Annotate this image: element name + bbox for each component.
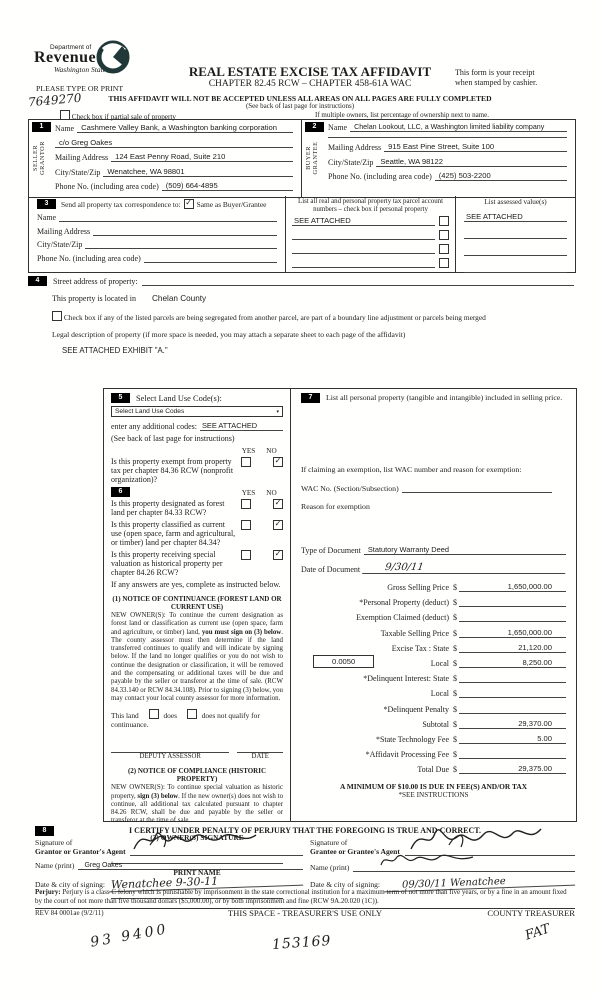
row-gross-value[interactable]: 1,650,000.00 <box>459 582 566 592</box>
stamp-handwritten-right: FAT <box>523 921 552 944</box>
parcel-personal-checkbox-1[interactable] <box>439 216 449 226</box>
buyer-blank-line[interactable] <box>328 137 567 138</box>
form-subtitle: CHAPTER 82.45 RCW – CHAPTER 458-61A WAC <box>208 79 412 89</box>
q-forest-yes-checkbox[interactable] <box>241 499 251 509</box>
doc-type-label: Type of Document <box>301 546 361 555</box>
row-personal-label: *Personal Property (deduct) <box>359 598 449 608</box>
receipt-note: This form is your receipt when stamped by cashier. <box>455 68 538 87</box>
same-as-buyer-checkbox[interactable]: ✓ <box>185 198 192 207</box>
section7-column <box>291 389 576 821</box>
if-yes-note: If any answers are yes, complete as instructed below. <box>111 580 281 589</box>
buyer-mailing-value[interactable]: 915 East Pine Street, Suite 100 <box>384 142 567 152</box>
reason-exemption-label: Reason for exemption <box>301 502 370 511</box>
buyer-mailing-label: Mailing Address <box>328 143 382 152</box>
corr-mailing-label: Mailing Address <box>37 226 91 236</box>
dollar-sign: $ <box>453 598 457 608</box>
row-tech-fee-value[interactable]: 5.00 <box>459 734 566 744</box>
corr-name-field[interactable] <box>59 221 277 222</box>
section3-number: 3 <box>37 199 56 209</box>
row-local-label: Local <box>430 658 449 668</box>
corr-phone-label: Phone No. (including area code) <box>37 253 141 263</box>
corr-name-label: Name <box>37 213 57 222</box>
print-name-heading: PRINT NAME <box>173 867 221 877</box>
row-delinq-int-state-value[interactable] <box>459 673 566 683</box>
land-use-dropdown[interactable] <box>111 406 283 417</box>
handwritten-receipt-number: 7649270 <box>27 90 82 110</box>
does-label: does <box>163 711 177 721</box>
parcel-field-2[interactable] <box>292 230 435 240</box>
grantee-date-city-label: Date & city of signing: <box>310 880 381 889</box>
parcel-personal-checkbox-4[interactable] <box>439 258 449 268</box>
partial-sale-label: Check box if partial sale of property <box>71 113 176 121</box>
grantor-name-print-label: Name (print) <box>35 861 75 870</box>
dollar-sign: $ <box>453 658 457 668</box>
corr-phone-field[interactable] <box>144 262 277 263</box>
dollar-sign: $ <box>453 628 457 638</box>
doc-date-label: Date of Document <box>301 565 361 574</box>
wac-label: WAC No. (Section/Subsection) <box>301 484 399 493</box>
wac-field[interactable] <box>402 483 552 493</box>
seller-mailing-label: Mailing Address <box>55 153 109 162</box>
row-gross-label: Gross Selling Price <box>387 583 449 592</box>
row-exemption-value[interactable] <box>459 612 566 622</box>
row-excise-state-label: Excise Tax : State <box>391 643 449 653</box>
land-use-title: Select Land Use Code(s): <box>136 393 222 403</box>
parcel-value-1[interactable]: SEE ATTACHED <box>292 216 435 226</box>
logo-revenue: Revenue <box>34 49 97 66</box>
section3-box <box>28 196 576 273</box>
q-historic-no-checkbox[interactable]: ✓ <box>274 549 282 558</box>
stamp-handwritten-center: 153169 <box>271 932 332 954</box>
corr-city-label: City/State/Zip <box>37 240 83 249</box>
grantor-sig-of: Signature of <box>35 838 73 847</box>
located-label: This property is located in <box>52 294 136 303</box>
segregated-label: Check box if any of the listed parcels are being segregated from another parcel, are part of a boundary line adjustment or parcels being merged <box>63 313 486 322</box>
q-forest-text: Is this property designated as forest land per chapter 84.33 RCW? <box>111 499 225 517</box>
no-header-2: NO <box>266 489 277 497</box>
street-address-label: Street address of property: <box>53 277 138 286</box>
row-subtotal-value[interactable]: 29,370.00 <box>459 719 566 729</box>
grantee-date-city-handwritten[interactable]: 09/30/11 Wenatchee <box>384 874 575 893</box>
grantee-sig-of: Signature of <box>310 838 348 847</box>
row-total-due-value[interactable]: 29,375.00 <box>459 764 566 774</box>
local-rate-box[interactable]: 0.0050 <box>313 655 374 668</box>
q-exempt-yes-checkbox[interactable] <box>241 457 251 467</box>
does-not-label: does not qualify for continuance. <box>111 711 260 730</box>
buyer-phone-label: Phone No. (including area code) <box>328 172 432 181</box>
parcel-field-3[interactable] <box>292 244 435 254</box>
doc-date-handwritten[interactable]: 9/30/11 <box>362 562 567 574</box>
row-delinq-int-local-label: Local <box>430 689 449 699</box>
grantee-name-print-label: Name (print) <box>310 863 350 872</box>
grantee-signing-block <box>310 838 575 889</box>
notice1-body: NEW OWNER(S): To continue the current designation as forest land or classification as current use (open space, farm and agriculture, or timber) land, you must sign on (3) below. The county assessor must then determine if the land transferred continues to qualify and will indicate by signing below. If the land no longer qualifies or you do not wish to continue the designation or classification, it will be removed and the compensating or additional taxes will be due and payable by the seller or transferor at the time of sale. (RCW 84.33.140 or RCW 84.34.108). Prior to signing (3) below, you may contact your local county assessor for more information. <box>111 612 284 702</box>
treasurer-use-only: THIS SPACE - TREASURER'S USE ONLY <box>227 908 383 918</box>
does-not-checkbox[interactable] <box>187 709 197 719</box>
seller-name-value[interactable]: Cashmere Valley Bank, a Washington banking corporation <box>77 123 293 133</box>
see-back-note: (See back of last page for instructions) <box>245 102 355 110</box>
legal-description-label: Legal description of property (if more space is needed, you may attach a separate sheet to each page of the affidavit) <box>52 330 406 339</box>
owners-signature-heading: (3) OWNER(S) SIGNATURE <box>150 832 244 842</box>
land-use-dropdown-value: Select Land Use Codes <box>115 408 185 415</box>
buyer-city-label: City/State/Zip <box>328 157 374 167</box>
seller-city-value[interactable]: Wenatchee, WA 98801 <box>103 167 293 177</box>
notice2-title: (2) NOTICE OF COMPLIANCE (HISTORIC PROPERTY) <box>127 767 267 784</box>
row-exemption-label: Exemption Claimed (deduct) <box>356 613 449 623</box>
grantor-date-city-handwritten[interactable]: Wenatchee 9-30-11 <box>109 872 303 893</box>
form-title: REAL ESTATE EXCISE TAX AFFIDAVIT <box>188 64 432 79</box>
buyer-side-label: BUYER GRANTEE <box>305 141 319 175</box>
located-value[interactable]: Chelan County <box>151 294 207 303</box>
row-delinq-int-state-label: *Delinquent Interest: State <box>363 674 449 684</box>
correspondence-column <box>29 196 286 272</box>
yes-header-2: YES <box>241 489 256 497</box>
dollar-sign: $ <box>453 583 457 592</box>
deputy-date-line[interactable] <box>237 743 283 753</box>
parcel-personal-checkbox-2[interactable] <box>439 230 449 240</box>
seller-phone-value[interactable]: (509) 664-4895 <box>162 181 293 191</box>
dollar-sign: $ <box>453 613 457 623</box>
q-exempt-text: Is this property exempt from property tax per chapter 84.36 RCW (nonprofit organization)? <box>111 457 234 484</box>
logo-wa-state: Washington State <box>54 65 107 74</box>
section5-see-back: (See back of last page for instructions) <box>111 434 235 443</box>
yes-header: YES <box>241 447 256 455</box>
q-current-no-checkbox[interactable]: ✓ <box>274 519 282 528</box>
q-current-use-text: Is this property classified as current use (open space, farm and agricultural, or timber) land per chapter 84.34? <box>111 520 236 547</box>
assessed-column <box>456 196 575 272</box>
same-as-buyer-label: Same as Buyer/Grantee <box>196 199 267 209</box>
footer-row <box>35 908 575 918</box>
exemption-intro: If claiming an exemption, list WAC number and reason for exemption: <box>301 465 522 474</box>
buyer-phone-value[interactable]: (425) 503-2200 <box>435 171 567 181</box>
q-historic-yes-checkbox[interactable] <box>241 550 251 560</box>
land-use-column <box>104 389 291 877</box>
seller-side-label: SELLER GRANTOR <box>32 141 46 175</box>
row-excise-state-value[interactable]: 21,120.00 <box>459 643 566 653</box>
parcel-personal-checkbox-3[interactable] <box>439 244 449 254</box>
row-processing-fee-value[interactable] <box>459 749 566 759</box>
grantor-name-print-value[interactable]: Greg Oakes <box>78 862 303 870</box>
certify-statement: I CERTIFY UNDER PENALTY OF PERJURY THAT THE FOREGOING IS TRUE AND CORRECT. <box>128 826 481 835</box>
grantee-name-print-line[interactable] <box>353 861 575 872</box>
dollar-sign: $ <box>453 643 457 653</box>
dollar-sign: $ <box>453 765 457 775</box>
assessed-field-2[interactable] <box>464 226 567 239</box>
buyer-name-label: Name <box>328 123 348 132</box>
dollar-sign: $ <box>453 689 457 699</box>
rev-number: REV 84 0001ae (9/2/11) <box>35 909 104 917</box>
row-processing-fee-label: *Affidavit Processing Fee <box>365 750 449 760</box>
street-address-field[interactable] <box>142 276 574 286</box>
q-exempt-no-checkbox[interactable]: ✓ <box>274 456 282 465</box>
row-delinq-penalty-label: *Delinquent Penalty <box>383 704 449 714</box>
row-local-value[interactable]: 8,250.00 <box>459 658 566 668</box>
row-tech-fee-label: *State Technology Fee <box>375 734 449 744</box>
deputy-assessor-label: DEPUTY ASSESSOR <box>139 753 201 761</box>
parcel-field-4[interactable] <box>292 258 435 268</box>
corr-city-field[interactable] <box>85 248 277 249</box>
dollar-sign: $ <box>453 674 457 684</box>
perjury-paragraph: Perjury: Perjury is a class C felony which is punishable by imprisonment in the state correctional institution for a maximum term of not more than five years, or by a fine in an amount fixed by the court of not more than five thousand dollars ($5,000.00), or by both imprisonment and fine (RCW 9A.20.020 (1C)). <box>35 888 575 909</box>
seller-name-label: Name <box>55 124 75 133</box>
revenue-swirl-icon <box>96 40 130 74</box>
parcel-header: List all real and personal property tax parcel account numbers – check box if personal property <box>297 198 444 213</box>
seller-careof-value[interactable]: c/o Greg Oakes <box>55 138 293 148</box>
chevron-down-icon: ▾ <box>276 408 279 415</box>
row-taxable-label: Taxable Selling Price <box>380 628 449 638</box>
row-personal-value[interactable] <box>459 597 566 607</box>
row-delinq-int-local-value[interactable] <box>459 688 566 698</box>
section6-number: 6 <box>111 487 130 497</box>
section1-number: 1 <box>32 122 51 132</box>
parcel-column <box>286 196 456 272</box>
dollar-sign: $ <box>453 750 457 760</box>
county-treasurer: COUNTY TREASURER <box>487 908 575 918</box>
grantee-signature-line[interactable] <box>405 845 575 856</box>
seller-section <box>29 120 302 197</box>
stamp-handwritten-left: 93 9400 <box>89 921 170 951</box>
corr-mailing-field[interactable] <box>93 235 277 236</box>
money-rows <box>301 582 566 774</box>
section2-number: 2 <box>305 122 324 132</box>
deputy-assessor-signature-line[interactable] <box>111 743 229 753</box>
seller-phone-label: Phone No. (including area code) <box>55 182 159 191</box>
buyer-city-value[interactable]: Seattle, WA 98122 <box>376 157 567 167</box>
grantor-agent-label: Grantor or Grantor's Agent <box>35 847 126 856</box>
dollar-sign: $ <box>453 704 457 714</box>
q-forest-no-checkbox[interactable]: ✓ <box>274 498 282 507</box>
dollar-sign: $ <box>453 719 457 729</box>
buyer-name-value[interactable]: Chelan Lookout, LLC, a Washington limited liability company <box>350 123 567 132</box>
q-current-yes-checkbox[interactable] <box>241 520 251 530</box>
segregated-checkbox[interactable] <box>52 311 62 321</box>
section4-number: 4 <box>28 276 47 286</box>
grantor-date-city-label: Date & city of signing: <box>35 880 106 889</box>
personal-property-label: List all personal property (tangible and intangible) included in selling price. <box>326 393 563 402</box>
assessed-header: List assessed value(s) <box>484 198 547 206</box>
parties-box <box>28 119 576 198</box>
section4-block <box>28 276 574 355</box>
notice2-body: NEW OWNER(S): To continue special valuation as historic property, sign (3) below. If the new owner(s) does not wish to continue, all additional tax calculated pursuant to chapter 84.26 RCW, shall be due and payable by the seller or transferor at the time of sale. <box>111 784 284 825</box>
section7-number: 7 <box>301 393 320 403</box>
q-historic-text: Is this property receiving special valuation as historical property per chapter 84.26 RCW? <box>111 550 223 577</box>
minimum-due-note: A MINIMUM OF $10.00 IS DUE IN FEE(S) AND/OR TAX <box>339 782 528 792</box>
buyer-section <box>302 120 575 197</box>
correspondence-label: Send all property tax correspondence to: <box>61 199 181 209</box>
section8-number: 8 <box>35 826 54 836</box>
grantee-agent-label: Grantee or Grantee's Agent <box>310 847 400 856</box>
please-type-or-print: PLEASE TYPE OR PRINT <box>36 84 124 93</box>
dollar-sign: $ <box>453 734 457 744</box>
row-total-due-label: Total Due <box>417 765 449 775</box>
seller-mailing-value[interactable]: 124 East Penny Road, Suite 210 <box>111 152 293 162</box>
warning-line: THIS AFFIDAVIT WILL NOT BE ACCEPTED UNLESS ALL AREAS ON ALL PAGES ARE FULLY COMPLETED <box>108 94 492 103</box>
multiple-owners-note: If multiple owners, list percentage of ownership next to name. <box>315 111 489 119</box>
this-land-label: This land <box>111 711 139 721</box>
row-subtotal-label: Subtotal <box>422 719 449 729</box>
grantor-signature-line[interactable] <box>130 845 303 856</box>
assessed-value-1[interactable]: SEE ATTACHED <box>464 212 567 222</box>
continuance-row <box>111 709 283 729</box>
additional-codes-value[interactable]: SEE ATTACHED <box>200 421 283 431</box>
assessed-field-3[interactable] <box>464 243 567 256</box>
notice1-title: (1) NOTICE OF CONTINUANCE (FOREST LAND OR CURRENT USE) <box>112 595 282 611</box>
see-instructions-note: *SEE INSTRUCTIONS <box>398 791 469 800</box>
no-header: NO <box>266 447 277 455</box>
grantor-signing-block <box>35 838 303 892</box>
section5-number: 5 <box>111 393 130 403</box>
assessed-field-4[interactable] <box>464 260 567 273</box>
row-delinq-penalty-value[interactable] <box>459 704 566 714</box>
does-checkbox[interactable] <box>149 709 159 719</box>
logo-dept-of: Department of <box>50 44 92 51</box>
seller-city-label: City/State/Zip <box>55 167 101 177</box>
additional-codes-label: enter any additional codes: <box>111 422 197 431</box>
legal-description-value[interactable]: SEE ATTACHED EXHIBIT "A." <box>62 346 168 355</box>
doc-type-value[interactable]: Statutory Warranty Deed <box>364 545 566 555</box>
row-taxable-value[interactable]: 1,650,000.00 <box>459 628 566 638</box>
date-label: DATE <box>251 753 269 761</box>
